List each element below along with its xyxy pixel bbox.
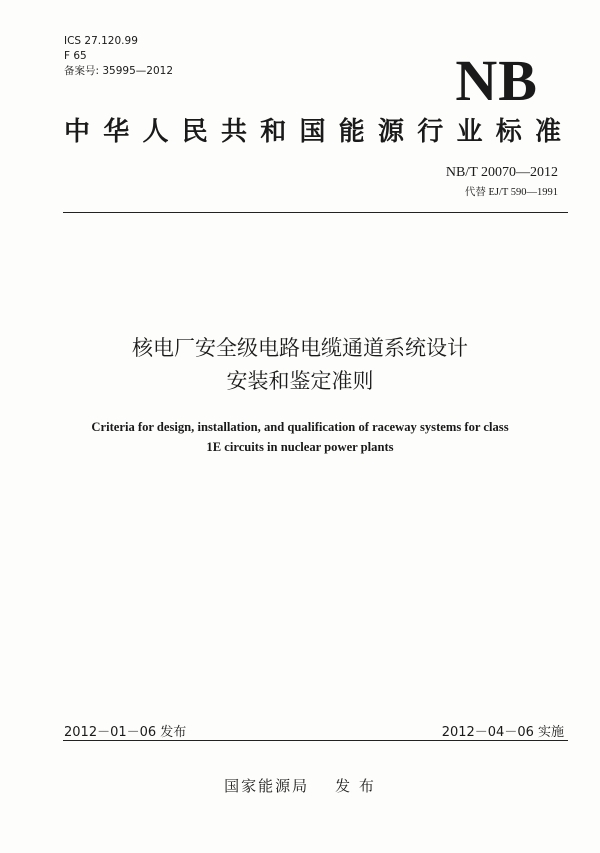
classification-code: F 65 <box>64 50 87 62</box>
chinese-title <box>0 332 600 398</box>
top-divider <box>63 212 568 213</box>
standard-number: NB/T 20070—2012 <box>445 165 558 180</box>
issuer-name: 国家能源局 <box>224 777 310 795</box>
implement-date: 2012－04－06 实施 <box>441 725 564 740</box>
issuer-verb: 发 布 <box>335 777 376 795</box>
english-title-line-1: Criteria for design, installation, and qualification of raceway systems for class <box>91 420 509 434</box>
chinese-title-line-2: 安装和鉴定准则 <box>226 369 374 393</box>
replaces-standard: 代替 EJ/T 590—1991 <box>464 187 558 198</box>
issuer-line <box>0 775 600 796</box>
chinese-title-line-1: 核电厂安全级电路电缆通道系统设计 <box>132 336 468 360</box>
english-title-line-2: 1E circuits in nuclear power plants <box>206 440 394 454</box>
english-title <box>0 417 600 457</box>
bottom-divider <box>63 740 568 741</box>
authority-title: 中华人民共和国能源行业标准 <box>64 117 561 147</box>
record-number: 备案号: 35995—2012 <box>64 65 173 77</box>
ics-code: ICS 27.120.99 <box>64 35 138 47</box>
publish-date: 2012－01－06 发布 <box>64 725 187 740</box>
nb-logo: NB <box>455 48 538 113</box>
